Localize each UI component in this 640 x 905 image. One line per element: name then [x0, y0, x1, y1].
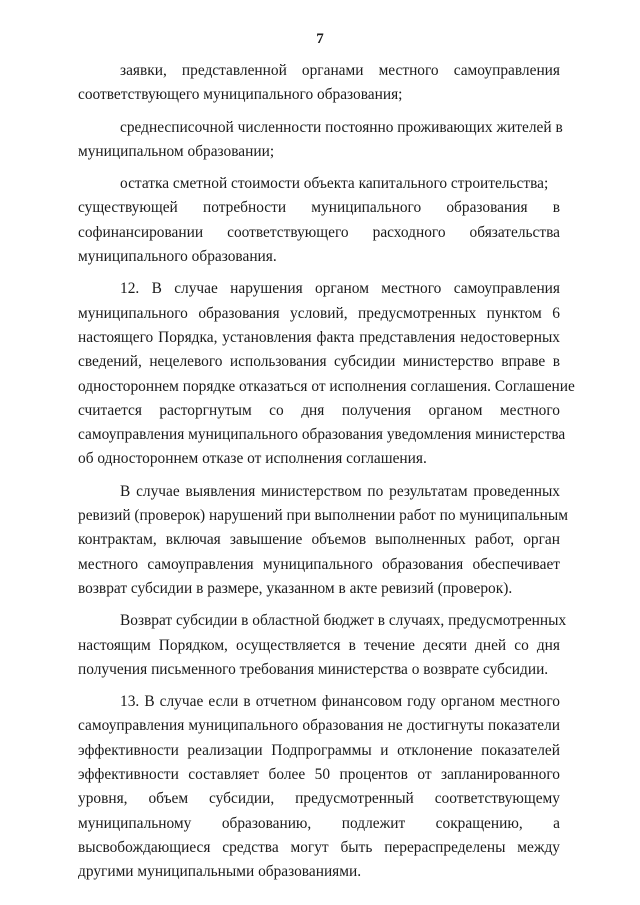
- text-line: муниципальному образованию, подлежит сокращению, а: [78, 814, 560, 832]
- text-line: среднесписочной численности постоянно проживающих жителей в: [120, 118, 563, 136]
- text-line: существующей потребности муниципального образования в: [78, 199, 560, 217]
- text-line: об одностороннем отказе от исполнения соглашения.: [78, 450, 427, 468]
- text-line: другими муниципальными образованиями.: [78, 863, 362, 881]
- text-line: считается расторгнутым со дня получения органом местного: [78, 401, 560, 419]
- text-line: муниципальном образовании;: [78, 142, 275, 160]
- text-line: эффективности составляет более 50 процентов от запланированного: [78, 766, 560, 784]
- text-line: В случае выявления министерством по результатам проведенных: [120, 482, 560, 500]
- text-line: софинансировании соответствующего расходного обязательства: [78, 223, 560, 241]
- text-line: возврат субсидии в размере, указанном в акте ревизий (проверок).: [78, 579, 513, 597]
- text-line: муниципального образования.: [78, 248, 277, 266]
- text-line: заявки, представленной органами местного самоуправления: [120, 62, 560, 79]
- text-line: уровня, объем субсидии, предусмотренный соответствующему: [78, 790, 560, 808]
- text-line: местного самоуправления муниципального образования обеспечивает: [78, 555, 560, 573]
- text-line: настоящего Порядка, установления факта представления недостоверных: [78, 328, 560, 346]
- text-line: контрактам, включая завышение объемов выполненных работ, орган: [78, 531, 560, 549]
- text-line: Возврат субсидии в областной бюджет в случаях, предусмотренных: [120, 612, 567, 630]
- text-line: эффективности реализации Подпрограммы и отклонение показателей: [78, 741, 560, 759]
- text-line: получения письменного требования министерства о возврате субсидии.: [78, 660, 549, 678]
- text-line: соответствующего муниципального образования;: [78, 86, 403, 104]
- text-line: высвобождающиеся средства могут быть перераспределены между: [78, 838, 560, 856]
- text-line: остатка сметной стоимости объекта капитального строительства;: [120, 175, 549, 193]
- text-line: настоящим Порядком, осуществляется в течение десяти дней со дня: [78, 636, 560, 654]
- page-number: 7: [316, 31, 324, 47]
- text-line: 13. В случае если в отчетном финансовом году органом местного: [120, 693, 560, 711]
- document-body: [78, 59, 575, 885]
- text-line: самоуправления муниципального образования не достигнуты показатели: [78, 717, 560, 735]
- text-line: сведений, нецелевого использования субсидии министерство вправе в: [78, 353, 560, 371]
- text-line: одностороннем порядке отказаться от исполнения соглашения. Соглашение: [78, 377, 575, 395]
- text-line: ревизий (проверок) нарушений при выполнении работ по муниципальным: [78, 507, 568, 525]
- text-line: муниципального образования условий, предусмотренных пунктом 6: [78, 304, 560, 322]
- text-line: 12. В случае нарушения органом местного самоуправления: [120, 280, 560, 298]
- text-line: самоуправления муниципального образования уведомления министерства: [78, 426, 566, 444]
